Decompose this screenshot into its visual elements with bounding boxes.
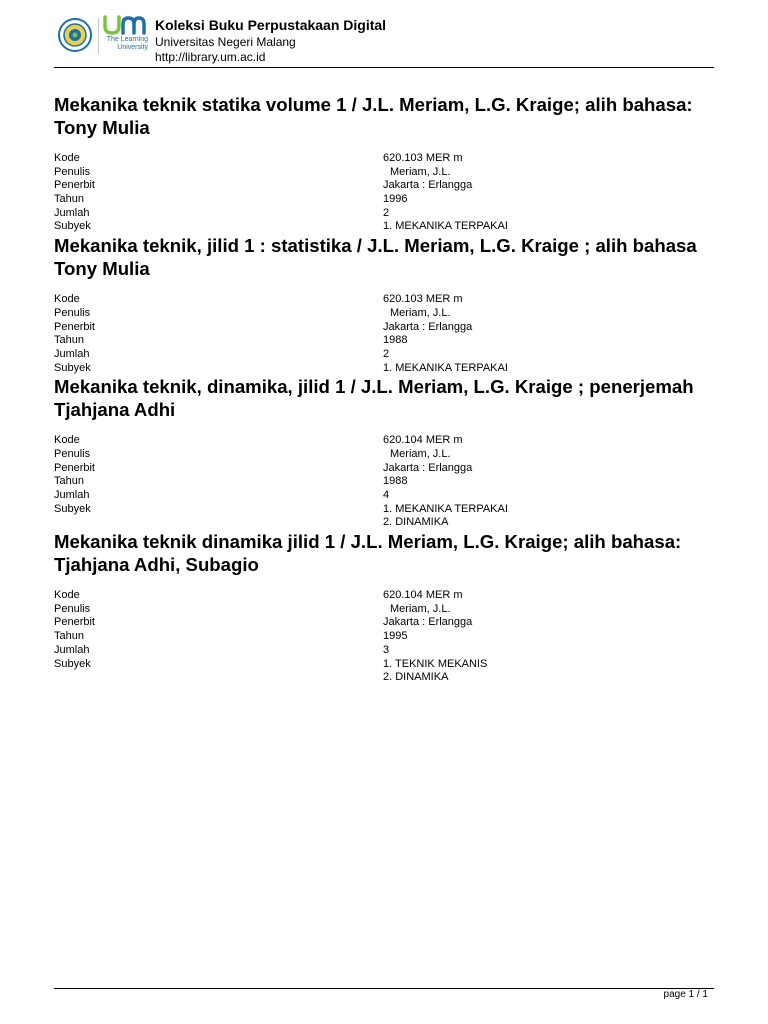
field-label: Penerbit	[54, 616, 95, 629]
field-penulis	[54, 448, 714, 462]
field-value: 1988	[383, 334, 408, 347]
field-value: Jakarta : Erlangga	[383, 616, 473, 629]
field-label: Jumlah	[54, 206, 90, 219]
field-label: Tahun	[54, 193, 84, 206]
field-kode	[54, 293, 714, 307]
field-label: Subyek	[54, 657, 91, 670]
field-label: Penulis	[54, 602, 91, 615]
field-label: Jumlah	[54, 489, 90, 501]
record-title: Mekanika teknik statika volume 1 / J.L. Meriam, L.G. Kraige; alih bahasa: Tony Mulia	[54, 94, 693, 138]
field-subyek	[54, 503, 714, 517]
field-label: Subyek	[54, 220, 91, 233]
field-value: Jakarta : Erlangga	[383, 461, 473, 474]
field-value: Jakarta : Erlangga	[383, 179, 473, 192]
field-value: Meriam, J.L.	[390, 447, 451, 460]
field-label: Penulis	[54, 165, 91, 178]
field-label: Kode	[54, 152, 80, 164]
book-record	[54, 93, 714, 234]
field-value: Jakarta : Erlangga	[383, 320, 473, 333]
field-subyek	[54, 362, 714, 376]
field-penerbit	[54, 616, 714, 630]
field-value: 1. MEKANIKA TERPAKAI	[383, 502, 508, 515]
field-label: Kode	[54, 293, 80, 306]
field-jumlah	[54, 489, 714, 503]
field-penulis	[54, 166, 714, 180]
field-value: 620.103 MER m	[383, 152, 463, 164]
footer-divider	[54, 988, 714, 989]
field-penulis	[54, 603, 714, 617]
field-label: Kode	[54, 434, 80, 447]
field-value: 620.104 MER m	[383, 589, 463, 602]
field-kode	[54, 434, 714, 448]
field-value: Meriam, J.L.	[390, 306, 451, 319]
field-kode	[54, 589, 714, 603]
field-value: 3	[383, 643, 390, 656]
field-label: Kode	[54, 589, 80, 602]
record-title: Mekanika teknik, jilid 1 : statistika / J.L. Meriam, L.G. Kraige ; alih bahasa Tony Mulia	[54, 235, 697, 280]
logo-tagline: The Learning University	[106, 36, 148, 51]
book-record	[54, 375, 714, 530]
field-subyek	[54, 658, 714, 672]
field-jumlah	[54, 207, 714, 221]
page-number: page 1 / 1	[663, 989, 708, 1000]
field-jumlah	[54, 644, 714, 658]
field-value: 1. TEKNIK MEKANIS	[383, 657, 488, 670]
field-label: Penulis	[54, 447, 91, 460]
field-subyek-continued	[54, 671, 714, 685]
field-penerbit	[54, 321, 714, 335]
field-value: 620.103 MER m	[383, 293, 463, 306]
field-kode	[54, 152, 714, 166]
field-value: 4	[383, 489, 390, 501]
field-value: 1995	[383, 630, 408, 643]
record-fields	[54, 293, 714, 375]
field-value: 1. MEKANIKA TERPAKAI	[383, 220, 508, 233]
field-value: Meriam, J.L.	[390, 165, 451, 178]
record-fields	[54, 434, 714, 530]
book-record	[54, 530, 714, 685]
field-label: Jumlah	[54, 347, 90, 360]
university-seal-icon	[58, 18, 92, 52]
record-title: Mekanika teknik dinamika jilid 1 / J.L. Meriam, L.G. Kraige; alih bahasa: Tjahjana Adhi, Subagio	[54, 531, 682, 576]
record-title: Mekanika teknik, dinamika, jilid 1 / J.L. Meriam, L.G. Kraige ; penerjemah Tjahjana Adhi	[54, 376, 694, 421]
field-jumlah	[54, 348, 714, 362]
field-label: Subyek	[54, 361, 91, 374]
field-label: Tahun	[54, 334, 84, 347]
field-label: Penerbit	[54, 320, 95, 333]
collection-title: Koleksi Buku Perpustakaan Digital	[155, 17, 387, 33]
um-logo-icon	[102, 14, 146, 36]
record-fields	[54, 152, 714, 234]
field-value: 1988	[383, 475, 408, 488]
field-subyek-continued	[54, 516, 714, 530]
field-label: Tahun	[54, 475, 84, 488]
page-header	[54, 14, 714, 68]
field-value: 2	[383, 206, 390, 219]
field-label: Penerbit	[54, 461, 95, 474]
field-label: Subyek	[54, 502, 91, 515]
header-divider	[54, 67, 714, 68]
field-value: 1996	[383, 193, 408, 206]
field-value: 1. MEKANIKA TERPAKAI	[383, 361, 508, 374]
field-value: 2. DINAMIKA	[383, 671, 449, 684]
field-value: 620.104 MER m	[383, 434, 463, 447]
field-label: Penulis	[54, 306, 91, 319]
library-url[interactable]: http://library.um.ac.id	[155, 50, 266, 64]
field-tahun	[54, 334, 714, 348]
field-value: 2. DINAMIKA	[383, 516, 449, 529]
field-tahun	[54, 630, 714, 644]
field-penerbit	[54, 179, 714, 193]
book-record	[54, 234, 714, 375]
field-penerbit	[54, 462, 714, 476]
field-tahun	[54, 193, 714, 207]
field-subyek	[54, 220, 714, 234]
record-fields	[54, 589, 714, 685]
field-tahun	[54, 475, 714, 489]
field-label: Tahun	[54, 630, 84, 643]
field-value: Meriam, J.L.	[390, 602, 451, 615]
record-list	[54, 93, 714, 685]
field-label: Penerbit	[54, 179, 95, 192]
field-penulis	[54, 307, 714, 321]
field-value: 2	[383, 347, 390, 360]
logo-divider	[98, 18, 99, 54]
field-label: Jumlah	[54, 643, 90, 656]
institution-name: Universitas Negeri Malang	[155, 35, 296, 49]
